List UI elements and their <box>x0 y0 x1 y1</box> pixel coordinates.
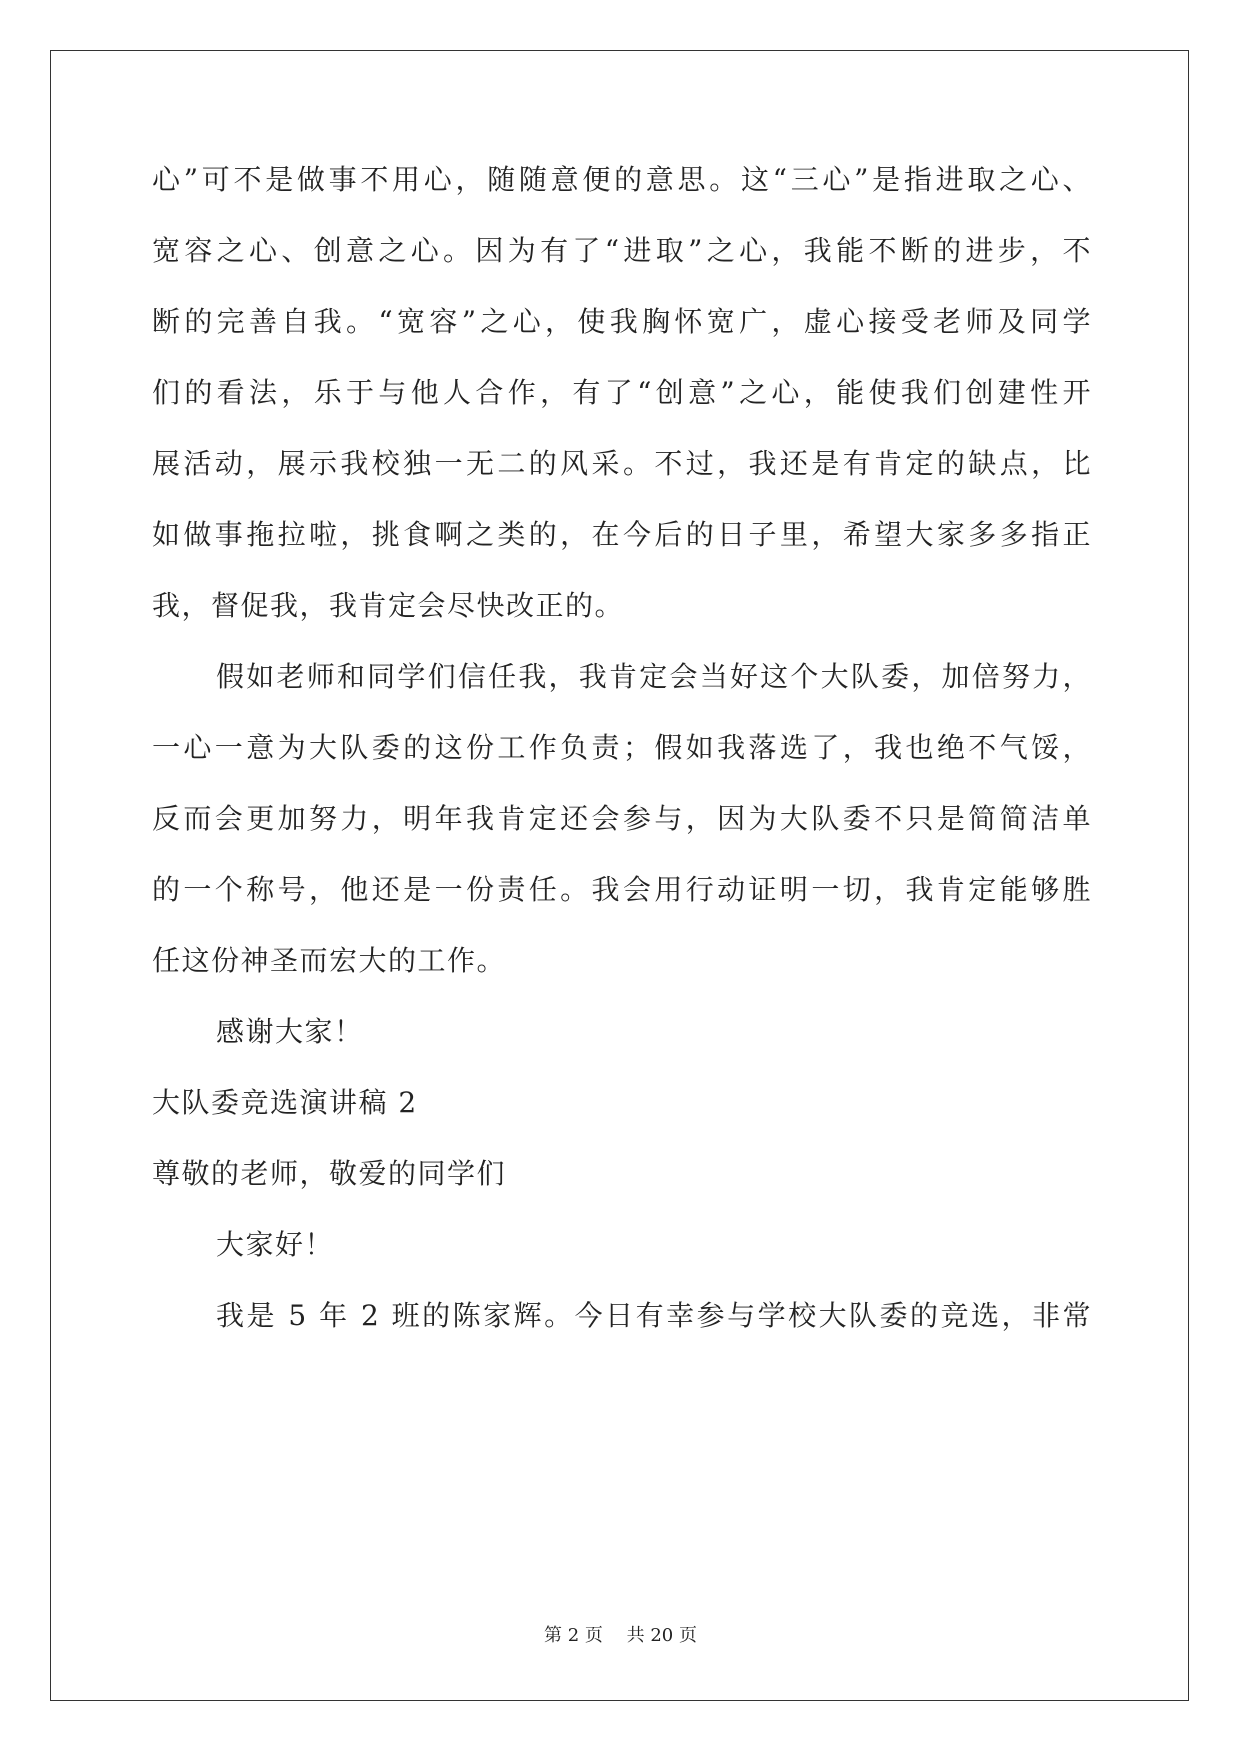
text-line: 们的看法，乐于与他人合作，有了“创意”之心，能使我们创建性开 <box>152 376 1092 409</box>
section-title: 大队委竞选演讲稿 2 <box>152 1086 418 1119</box>
text-line: 如做事拖拉啦，挑食啊之类的，在今后的日子里，希望大家多多指正 <box>152 518 1092 551</box>
page-number-label: 第 2 页 共 20 页 <box>544 1625 697 1646</box>
text-line: 断的完善自我。“宽容”之心，使我胸怀宽广，虚心接受老师及同学 <box>152 305 1092 338</box>
text-line: 一心一意为大队委的这份工作负责；假如我落选了，我也绝不气馁， <box>152 731 1092 764</box>
text-line: 反而会更加努力，明年我肯定还会参与，因为大队委不只是简简洁单 <box>152 802 1092 835</box>
text-line: 我，督促我，我肯定会尽快改正的。 <box>152 589 625 622</box>
paragraph-first-line: 我是 5 年 2 班的陈家辉。今日有幸参与学校大队委的竞选，非常 <box>216 1299 1092 1332</box>
text-line: 展活动，展示我校独一无二的风采。不过，我还是有肯定的缺点，比 <box>152 447 1092 480</box>
page-number-footer <box>0 1624 1241 1648</box>
salutation: 尊敬的老师，敬爱的同学们 <box>152 1157 507 1190</box>
paragraph-first-line: 假如老师和同学们信任我，我肯定会当好这个大队委，加倍努力， <box>216 660 1092 693</box>
text-line: 的一个称号，他还是一份责任。我会用行动证明一切，我肯定能够胜 <box>152 873 1092 906</box>
text-line: 心”可不是做事不用心，随随意便的意思。这“三心”是指进取之心、 <box>152 163 1092 196</box>
text-line: 任这份神圣而宏大的工作。 <box>152 944 507 977</box>
thanks-line: 感谢大家！ <box>216 1015 364 1048</box>
greeting: 大家好！ <box>216 1228 335 1261</box>
text-line: 宽容之心、创意之心。因为有了“进取”之心，我能不断的进步，不 <box>152 234 1092 267</box>
